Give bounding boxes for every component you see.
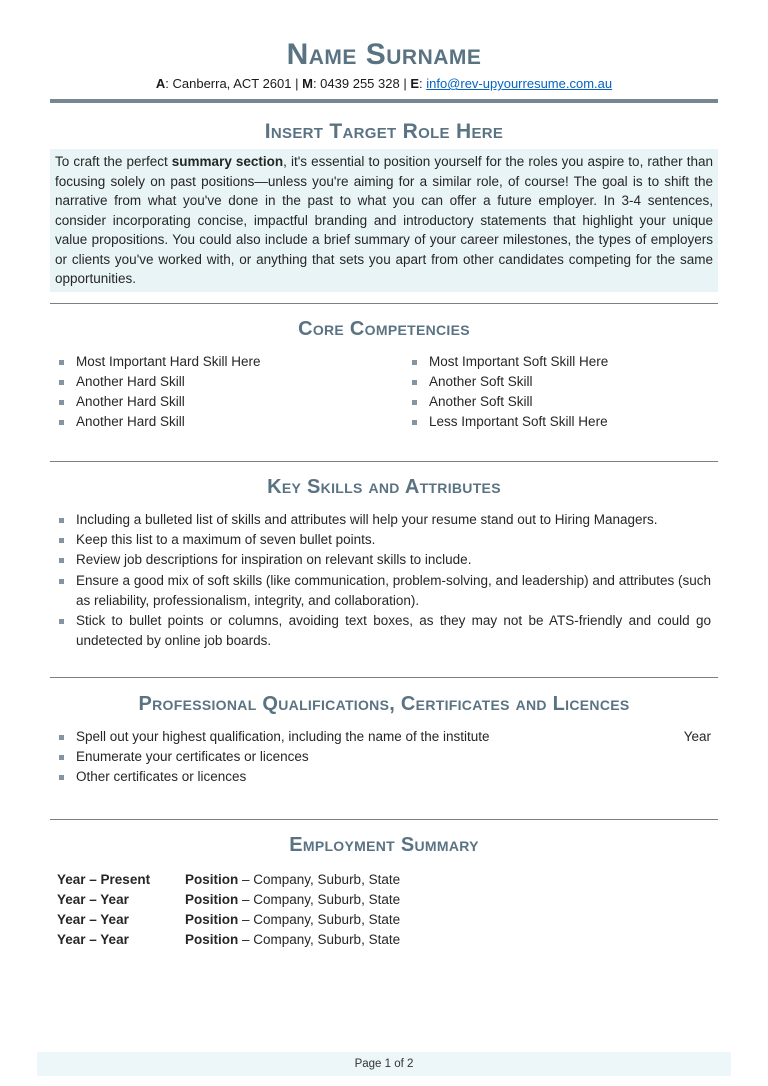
- qualification-year: Year: [683, 728, 711, 744]
- table-row: [57, 910, 718, 930]
- list-item: Another Hard Skill: [57, 372, 410, 392]
- qualification-text: Enumerate your certificates or licences: [76, 749, 309, 765]
- key-skills-list: [50, 510, 718, 652]
- address-value: : Canberra, ACT 2601: [165, 76, 292, 91]
- section-divider: [50, 819, 718, 820]
- list-item: Review job descriptions for inspiration on relevant skills to include.: [57, 550, 711, 570]
- employment-period: Year – Year: [57, 891, 129, 907]
- qualification-text: Spell out your highest qualification, including the name of the institute: [76, 728, 490, 744]
- mobile-label: M: [302, 76, 313, 91]
- summary-bold-phrase: summary section: [171, 154, 284, 169]
- section-divider: [50, 677, 718, 678]
- position-label: Position: [185, 891, 239, 907]
- list-item: Another Soft Skill: [410, 392, 718, 412]
- position-label: Position: [185, 931, 239, 947]
- qualifications-list: [50, 727, 718, 788]
- email-label: E: [410, 76, 419, 91]
- employment-position: [185, 910, 400, 930]
- page-footer: [37, 1052, 731, 1076]
- list-item: Stick to bullet points or columns, avoiding text boxes, as they may not be ATS-friendly and could go undetected by online job boards.: [57, 611, 711, 652]
- section-key-skills: [50, 475, 718, 652]
- email-colon: :: [418, 76, 427, 91]
- list-item: Most Important Soft Skill Here: [410, 352, 718, 372]
- qualification-text: Other certificates or licences: [76, 769, 247, 785]
- header-rule: [50, 99, 718, 103]
- section-target-role: [50, 120, 718, 292]
- table-row: [57, 930, 718, 950]
- target-role-heading: Insert Target Role Here: [264, 120, 504, 143]
- employment-period: Year – Present: [57, 871, 151, 887]
- employment-period: Year – Year: [57, 911, 129, 927]
- position-details: – Company, Suburb, State: [238, 911, 401, 927]
- email-link[interactable]: info@rev-upyourresume.com.au: [426, 76, 613, 91]
- table-row: [57, 890, 718, 910]
- core-competencies-heading: Core Competencies: [298, 317, 470, 340]
- position-details: – Company, Suburb, State: [238, 871, 401, 887]
- section-divider: [50, 303, 718, 304]
- contact-separator: |: [399, 76, 411, 91]
- list-item: Keep this list to a maximum of seven bullet points.: [57, 530, 711, 550]
- employment-table: [50, 870, 718, 950]
- list-item: [57, 747, 711, 767]
- position-details: – Company, Suburb, State: [238, 931, 401, 947]
- contact-separator: |: [291, 76, 303, 91]
- page-number: Page 1 of 2: [354, 1058, 414, 1070]
- employment-period: Year – Year: [57, 931, 129, 947]
- hard-skills-list: [57, 352, 410, 433]
- list-item: Another Hard Skill: [57, 392, 410, 412]
- name-title: Name Surname: [286, 38, 482, 71]
- core-competencies-columns: [50, 352, 718, 433]
- list-item: [57, 727, 711, 747]
- position-details: – Company, Suburb, State: [238, 891, 401, 907]
- summary-body: , it's essential to position yourself for the roles you aspire to, rather than focusing solely on past positions—unless you're aiming for a similar role, of course! The goal is to shift the narrative from what you've done in the past to what you can offer a future employer. In 3-4 sentences, consider incorporating concise, impactful branding and introductory statements that highlight your unique value propositions. You could also include a brief summary of your career milestones, the types of employers or clients you've worked with, or anything that sets you apart from other candidates competing for the same opportunities.: [55, 154, 713, 286]
- mobile-value: : 0439 255 328: [312, 76, 400, 91]
- list-item: Another Soft Skill: [410, 372, 718, 392]
- section-employment: [50, 833, 718, 950]
- summary-lead: To craft the perfect: [55, 154, 172, 169]
- document-header: [50, 0, 718, 103]
- qualifications-heading: Professional Qualifications, Certificates and Licences: [138, 692, 630, 715]
- employment-position: [185, 890, 400, 910]
- employment-position: [185, 870, 400, 890]
- summary-paragraph: [50, 149, 718, 292]
- section-qualifications: [50, 692, 718, 788]
- section-core-competencies: [50, 317, 718, 433]
- list-item: Less Important Soft Skill Here: [410, 412, 718, 432]
- list-item: Most Important Hard Skill Here: [57, 352, 410, 372]
- key-skills-heading: Key Skills and Attributes: [267, 475, 501, 498]
- soft-skills-list: [410, 352, 718, 433]
- list-item: [57, 767, 711, 787]
- contact-line: [50, 75, 718, 92]
- employment-position: [185, 930, 400, 950]
- position-label: Position: [185, 911, 239, 927]
- table-row: [57, 870, 718, 890]
- position-label: Position: [185, 871, 239, 887]
- employment-heading: Employment Summary: [289, 833, 479, 856]
- address-label: A: [155, 76, 166, 91]
- list-item: Ensure a good mix of soft skills (like communication, problem-solving, and leadership) and attributes (such as reliability, professionalism, integrity, and collaboration).: [57, 571, 711, 612]
- list-item: Another Hard Skill: [57, 412, 410, 432]
- section-divider: [50, 461, 718, 462]
- list-item: Including a bulleted list of skills and attributes will help your resume stand out to Hiring Managers.: [57, 510, 711, 530]
